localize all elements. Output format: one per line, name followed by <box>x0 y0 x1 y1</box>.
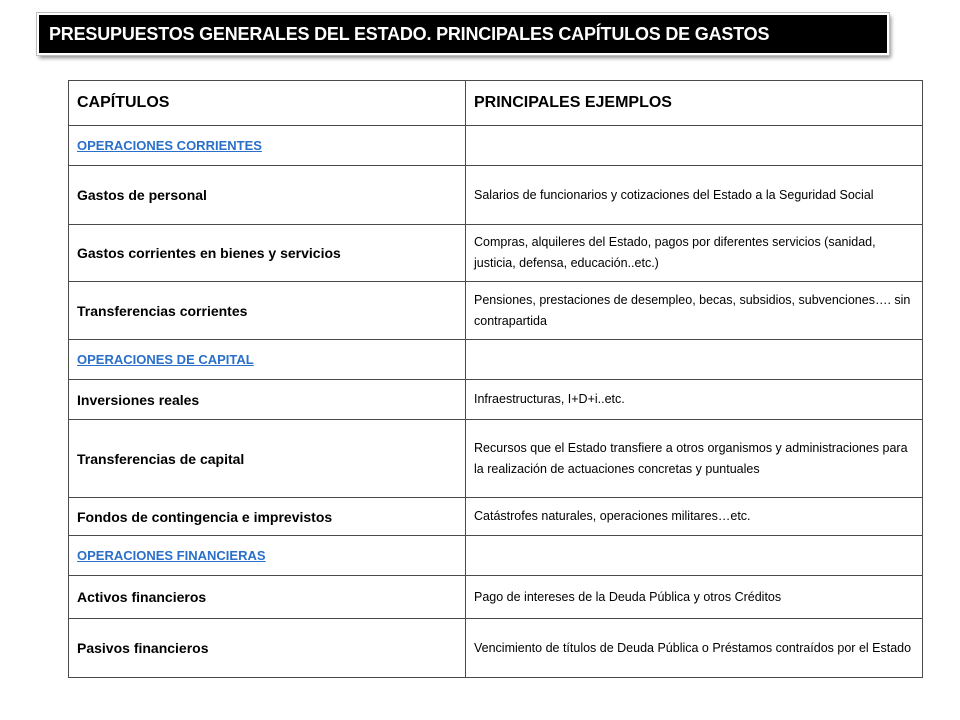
chapter-example: Catástrofes naturales, operaciones militares…etc. <box>466 498 923 536</box>
chapter-example: Vencimiento de títulos de Deuda Pública o Préstamos contraídos por el Estado <box>466 619 923 678</box>
section-empty-cell <box>466 126 923 166</box>
link-operaciones-corrientes[interactable]: OPERACIONES CORRIENTES <box>77 137 262 153</box>
chapter-label: Pasivos financieros <box>69 619 466 678</box>
table-header-row <box>69 81 923 126</box>
table-row <box>69 380 923 420</box>
chapter-example: Recursos que el Estado transfiere a otros organismos y administraciones para la realización de actuaciones concretas y puntuales <box>466 420 923 498</box>
section-row-operaciones-corrientes <box>69 126 923 166</box>
link-operaciones-capital[interactable]: OPERACIONES DE CAPITAL <box>77 351 254 367</box>
chapter-label: Gastos corrientes en bienes y servicios <box>69 225 466 282</box>
section-empty-cell <box>466 536 923 576</box>
title-banner <box>37 13 889 55</box>
table-row <box>69 498 923 536</box>
page-title: PRESUPUESTOS GENERALES DEL ESTADO. PRINCIPALES CAPÍTULOS DE GASTOS <box>49 23 770 44</box>
header-chapters: CAPÍTULOS <box>69 81 466 126</box>
chapter-example: Pago de intereses de la Deuda Pública y otros Créditos <box>466 576 923 619</box>
chapters-table <box>68 80 923 678</box>
chapter-example: Compras, alquileres del Estado, pagos por diferentes servicios (sanidad, justicia, defensa, educación..etc.) <box>466 225 923 282</box>
header-examples: PRINCIPALES EJEMPLOS <box>466 81 923 126</box>
table-row <box>69 282 923 340</box>
table-row <box>69 225 923 282</box>
section-row-operaciones-capital <box>69 340 923 380</box>
chapter-label: Gastos de personal <box>69 166 466 225</box>
chapter-example: Pensiones, prestaciones de desempleo, becas, subsidios, subvenciones…. sin contrapartida <box>466 282 923 340</box>
link-operaciones-financieras[interactable]: OPERACIONES FINANCIERAS <box>77 547 266 563</box>
chapter-example: Infraestructuras, I+D+i..etc. <box>466 380 923 420</box>
table-row <box>69 420 923 498</box>
chapter-label: Transferencias de capital <box>69 420 466 498</box>
section-empty-cell <box>466 340 923 380</box>
table-row <box>69 576 923 619</box>
chapter-label: Activos financieros <box>69 576 466 619</box>
table-row <box>69 166 923 225</box>
chapter-label: Transferencias corrientes <box>69 282 466 340</box>
section-row-operaciones-financieras <box>69 536 923 576</box>
table-row <box>69 619 923 678</box>
chapter-example: Salarios de funcionarios y cotizaciones del Estado a la Seguridad Social <box>466 166 923 225</box>
chapter-label: Fondos de contingencia e imprevistos <box>69 498 466 536</box>
chapter-label: Inversiones reales <box>69 380 466 420</box>
